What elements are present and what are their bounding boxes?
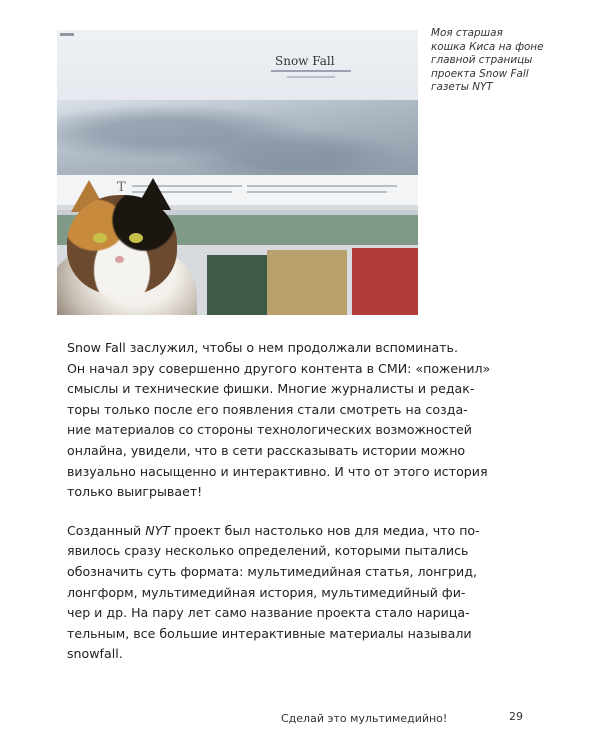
text-line: обозначить суть формата: мультимедийная статья, лонгрид,	[67, 563, 477, 579]
cat-head	[67, 195, 177, 295]
cat-nose	[115, 256, 124, 263]
caption-line: проекта Snow Fall	[431, 67, 529, 80]
text-line: snowfall.	[67, 646, 123, 662]
caption-line: газеты NYT	[431, 81, 493, 94]
monitor-screen	[57, 30, 418, 175]
screen-subtitle-line	[271, 70, 351, 72]
running-footer: Сделай это мультимедийно!	[281, 712, 448, 725]
screen-title: Snow Fall	[275, 54, 335, 68]
nyt-italic: NYT	[145, 522, 171, 538]
paragraph-2	[67, 521, 480, 665]
text-line: только выигрывает!	[67, 484, 203, 500]
text-line: лонгформ, мультимедийная история, мультимедийный фи-	[67, 584, 466, 600]
text-line: Он начал эру совершенно другого контента в СМИ: «поженил»	[67, 360, 491, 376]
text-line: торы только после его появления стали смотреть на созда-	[67, 401, 468, 417]
text-line: онлайна, увидели, что в сети рассказывать истории можно	[67, 442, 466, 458]
text-line	[67, 521, 480, 542]
text-line: смыслы и технические фишки. Многие журналисты и редак-	[67, 381, 475, 397]
drop-cap: T	[117, 180, 126, 195]
text-line	[247, 185, 397, 187]
site-logo-mark	[60, 33, 74, 36]
caption-line: Моя старшая	[431, 27, 503, 39]
red-box	[352, 248, 418, 315]
body-text	[67, 338, 491, 665]
page-number: 29	[509, 710, 523, 723]
cat-eye-right	[129, 233, 143, 243]
text-line: тельным, все большие интерактивные материалы называли	[67, 625, 472, 641]
screen-byline-line	[287, 76, 335, 78]
text-line: явилось сразу несколько определений, которыми пытались	[67, 543, 469, 559]
cat-eye-left	[93, 233, 107, 243]
text-line: чер и др. На пару лет само название проекта стало нарица-	[67, 605, 470, 621]
photo-caption	[431, 27, 581, 95]
caption-line: кошка Киса на фоне	[431, 40, 544, 53]
caption-line: главной страницы	[431, 54, 533, 67]
text-fragment: Созданный	[67, 522, 146, 538]
text-line	[247, 191, 387, 193]
tan-box	[267, 250, 347, 315]
dark-green-box	[207, 255, 267, 315]
paragraph-1	[67, 338, 491, 503]
cat-photo	[57, 30, 418, 315]
text-fragment: проект был настолько нов для медиа, что по-	[170, 522, 480, 538]
text-line: Snow Fall заслужил, чтобы о нем продолжали вспоминать.	[67, 340, 458, 355]
snow-landscape	[57, 100, 418, 180]
text-line: визуально насыщенно и интерактивно. И что от этого история	[67, 463, 488, 479]
text-line: ние материалов со стороны технологических возможностей	[67, 422, 472, 438]
